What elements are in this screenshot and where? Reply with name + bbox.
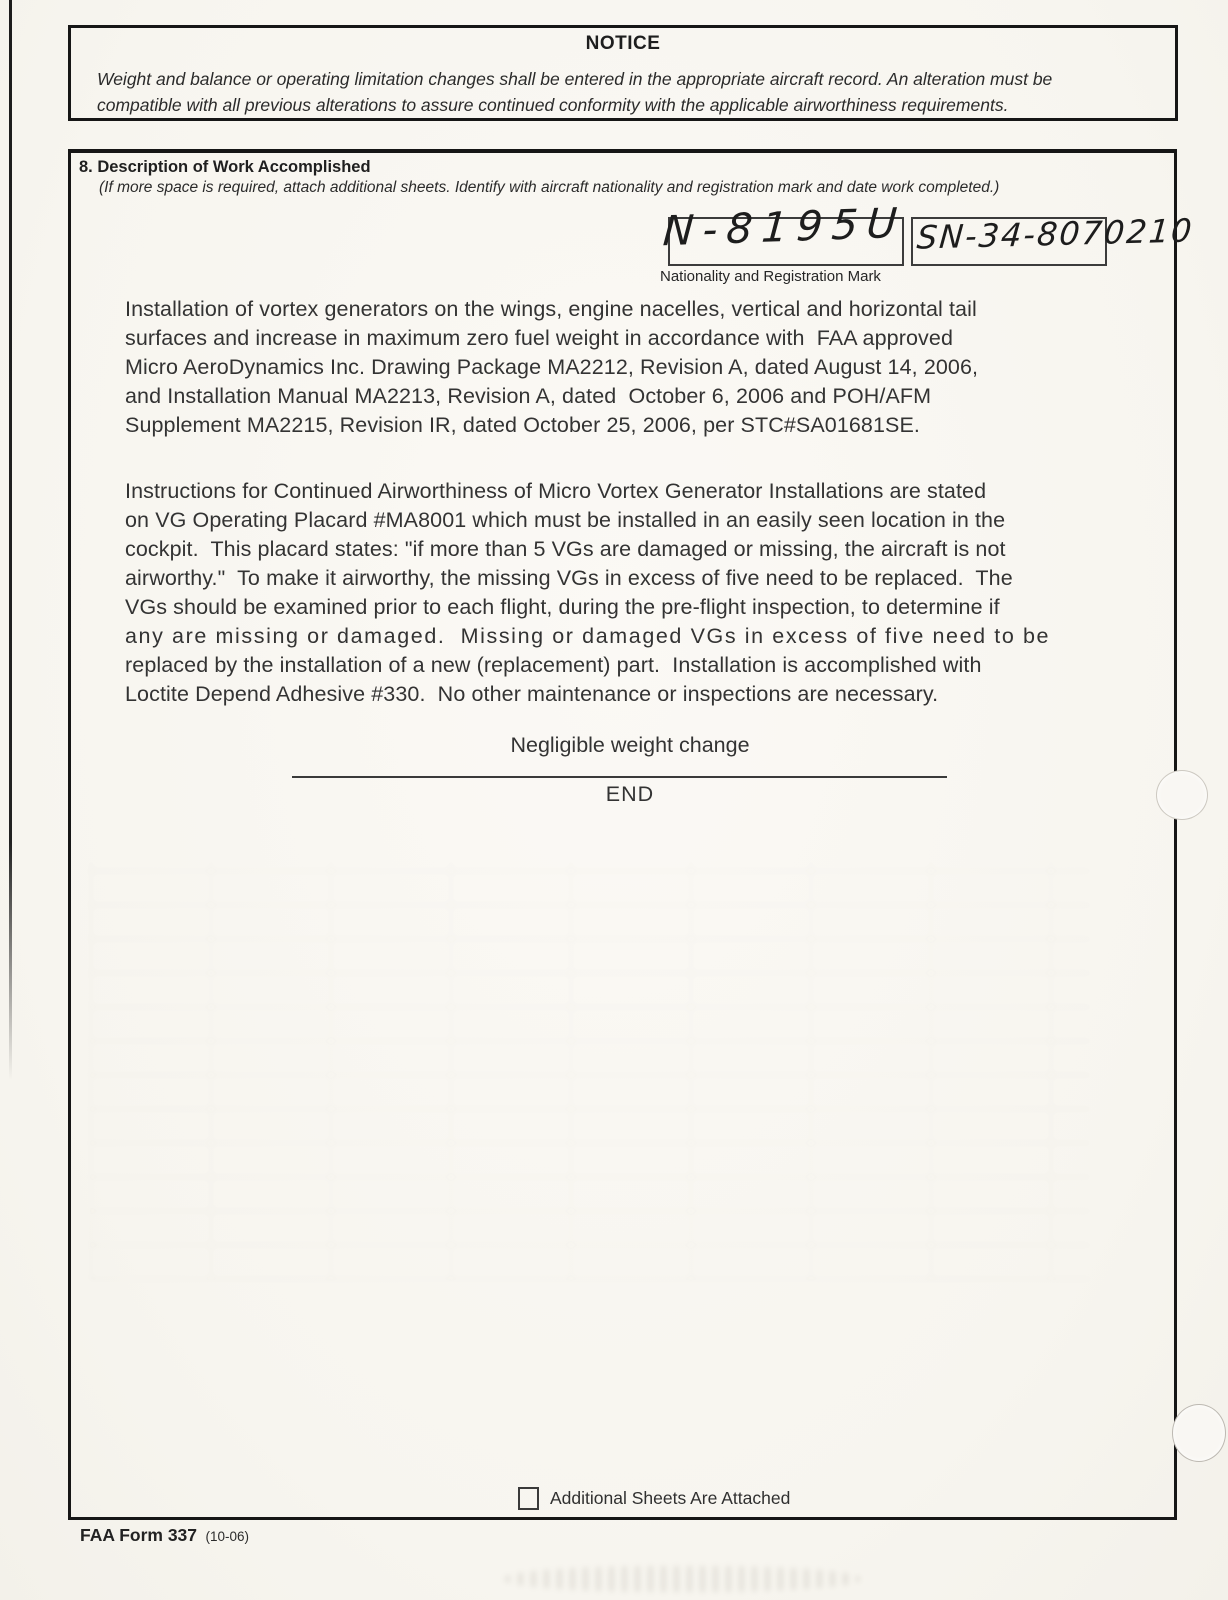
paragraph-line: Instructions for Continued Airworthiness of Micro Vortex Generator Installations are stated bbox=[125, 479, 987, 503]
punch-hole-artifact bbox=[1172, 1404, 1226, 1462]
description-of-work-box bbox=[68, 149, 1196, 1520]
paragraph-line: Supplement MA2215, Revision IR, dated October 25, 2006, per STC#SA01681SE. bbox=[125, 413, 921, 437]
work-description-paragraph-1 bbox=[125, 295, 1135, 440]
section8-heading: 8. Description of Work Accomplished bbox=[79, 158, 371, 176]
additional-sheets-row bbox=[518, 1487, 790, 1510]
handwritten-serial-number: SN-34-8070210 bbox=[915, 211, 1196, 257]
paragraph-line: surfaces and increase in maximum zero fuel weight in accordance with FAA approved bbox=[125, 326, 954, 350]
form-footer bbox=[80, 1525, 249, 1546]
paragraph-line: VGs should be examined prior to each flight, during the pre-flight inspection, to determine if bbox=[125, 595, 1000, 619]
punch-hole-artifact bbox=[1156, 770, 1208, 820]
notice-box bbox=[68, 25, 1178, 121]
additional-sheets-checkbox[interactable] bbox=[518, 1487, 539, 1510]
paragraph-line: and Installation Manual MA2213, Revision A, dated October 6, 2006 and POH/AFM bbox=[125, 384, 932, 408]
work-description-paragraph-2 bbox=[125, 477, 1135, 709]
paragraph-line: replaced by the installation of a new (replacement) part. Installation is accomplished with bbox=[125, 653, 982, 677]
paragraph-line: airworthy." To make it airworthy, the missing VGs in excess of five need to be replaced. The bbox=[125, 566, 1013, 590]
notice-title: NOTICE bbox=[585, 33, 661, 54]
end-marker: END bbox=[605, 782, 655, 806]
registration-caption: Nationality and Registration Mark bbox=[660, 268, 881, 285]
paragraph-line: cockpit. This placard states: "if more than 5 VGs are damaged or missing, the aircraft is not bbox=[125, 537, 1006, 561]
notice-body-line: compatible with all previous alterations to assure continued conformity with the applicable airworthiness requirements. bbox=[97, 95, 1009, 115]
paragraph-line: Loctite Depend Adhesive #330. No other maintenance or inspections are necessary. bbox=[125, 682, 939, 706]
section8-instructions: (If more space is required, attach additional sheets. Identify with aircraft nationality and registration mark and date work completed.) bbox=[99, 179, 1000, 196]
scan-edge-artifact bbox=[9, 0, 12, 1080]
paragraph-line: on VG Operating Placard #MA8001 which must be installed in an easily seen location in the bbox=[125, 508, 1006, 532]
paragraph-line: any are missing or damaged. Missing or damaged VGs in excess of five need to be bbox=[125, 624, 1051, 648]
form-edition-date: (10-06) bbox=[205, 1529, 250, 1544]
additional-sheets-label: Additional Sheets Are Attached bbox=[550, 1488, 791, 1508]
form-number: FAA Form 337 bbox=[80, 1525, 198, 1545]
notice-body-line: Weight and balance or operating limitation changes shall be entered in the appropriate aircraft record. An alteration must be bbox=[97, 69, 1053, 89]
notice-body bbox=[97, 66, 1155, 118]
weight-change-note: Negligible weight change bbox=[510, 733, 750, 757]
handwritten-nationality-mark: N-8195U bbox=[661, 198, 908, 256]
bleed-through-smudge bbox=[505, 1566, 860, 1592]
end-divider-line bbox=[292, 776, 947, 778]
paragraph-line: Micro AeroDynamics Inc. Drawing Package MA2212, Revision A, dated August 14, 2006, bbox=[125, 355, 979, 379]
paragraph-line: Installation of vortex generators on the wings, engine nacelles, vertical and horizontal tail bbox=[125, 297, 977, 321]
